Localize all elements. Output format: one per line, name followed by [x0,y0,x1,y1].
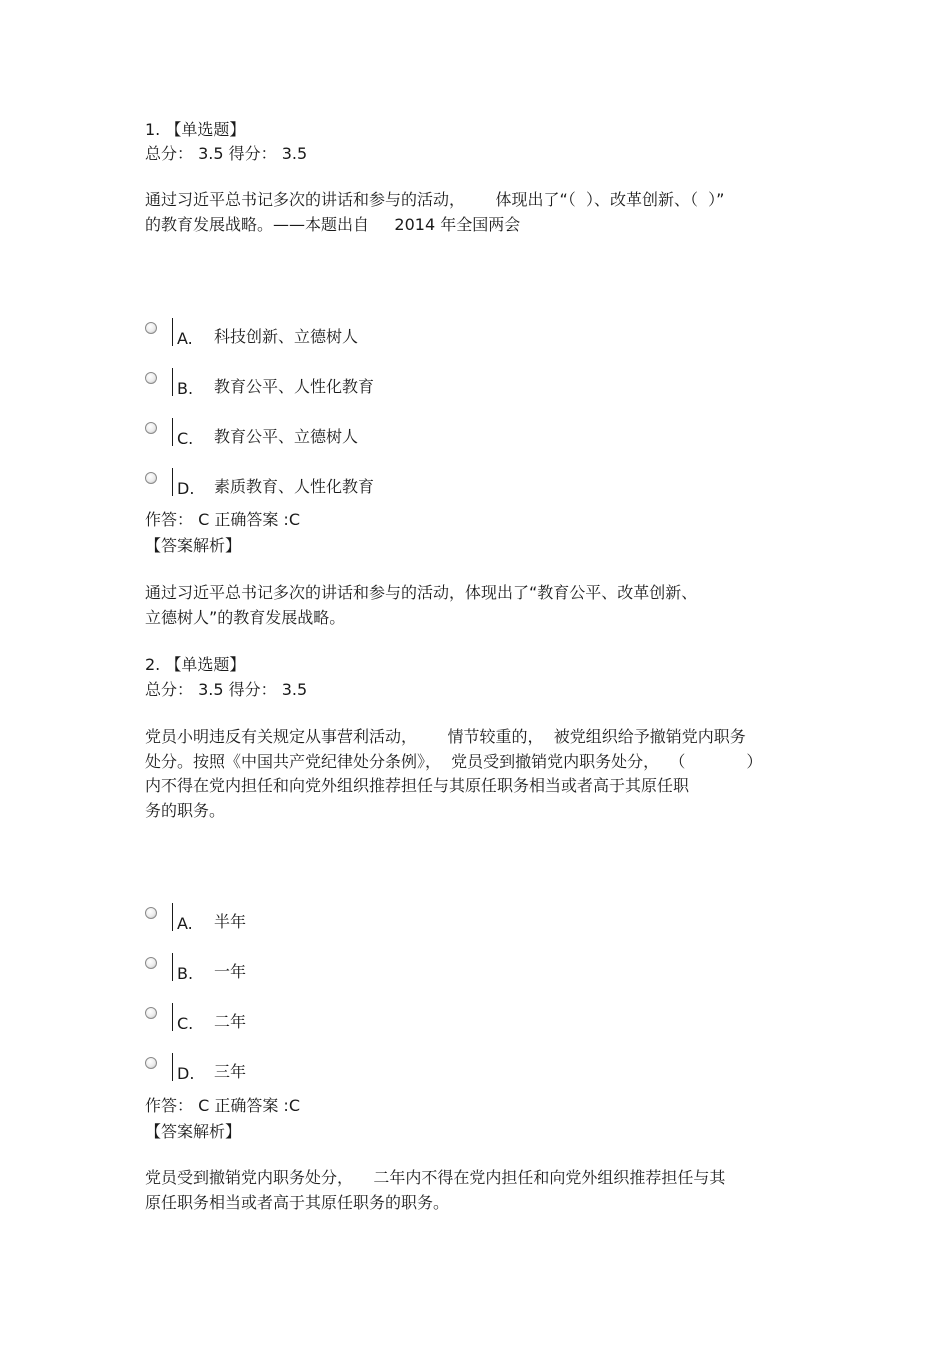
option-divider [172,368,173,396]
question-2-option-b[interactable] [145,953,545,985]
radio-icon[interactable] [145,422,157,434]
radio-icon[interactable] [145,1057,157,1069]
option-letter: B. [177,379,194,398]
question-1-answer: 作答： C 正确答案 :C [145,510,300,529]
question-2-analysis: 党员受到撤销党内职务处分， 二年内不得在党内担任和向党外组织推荐担任与其 原任职务相当或者高于其原任职务的职务。 [145,1168,726,1212]
option-divider [172,953,173,981]
question-2-option-a[interactable] [145,903,545,935]
radio-icon[interactable] [145,472,157,484]
question-2-option-d[interactable] [145,1053,545,1085]
question-1-stem: 通过习近平总书记多次的讲话和参与的活动， 体现出了“（ ）、改革创新、（ ）” 的教育发展战略。——本题出自 2014 年全国两会 [145,190,725,234]
question-1-option-c[interactable] [145,418,545,450]
radio-icon[interactable] [145,1007,157,1019]
question-2-answer: 作答： C 正确答案 :C [145,1096,300,1115]
option-text: 二年 [214,1012,247,1031]
option-letter: B. [177,964,194,983]
question-1-analysis-label: 【答案解析】 [145,536,242,555]
option-text: 教育公平、人性化教育 [214,377,375,396]
question-1-option-a[interactable] [145,318,545,350]
option-letter: D. [177,1064,195,1083]
option-letter: D. [177,479,195,498]
radio-icon[interactable] [145,957,157,969]
question-2-header: 2. 【单选题】 [145,655,246,674]
question-2-option-c[interactable] [145,1003,545,1035]
option-letter: A. [177,329,193,348]
option-letter: C. [177,429,194,448]
option-text: 科技创新、立德树人 [214,327,359,346]
option-divider [172,903,173,931]
question-2-stem: 党员小明违反有关规定从事营利活动， 情节较重的， 被党组织给予撤销党内职务 处分。按照《中国共产党纪律处分条例》， 党员受到撤销党内职务处分， （ ） 内不得在党内担任和向党外组织推荐担任与其原任职务相当或者高于其原任职 务的职务。 [145,727,763,820]
option-divider [172,418,173,446]
option-divider [172,1053,173,1081]
radio-icon[interactable] [145,322,157,334]
option-text: 半年 [214,912,247,931]
option-text: 素质教育、人性化教育 [214,477,375,496]
question-1-header: 1. 【单选题】 [145,120,246,139]
radio-icon[interactable] [145,907,157,919]
option-divider [172,318,173,346]
question-2-analysis-label: 【答案解析】 [145,1122,242,1141]
question-1-option-d[interactable] [145,468,545,500]
option-divider [172,468,173,496]
option-letter: C. [177,1014,194,1033]
question-1-score: 总分： 3.5 得分： 3.5 [145,144,308,163]
radio-icon[interactable] [145,372,157,384]
question-1-analysis: 通过习近平总书记多次的讲话和参与的活动，体现出了“教育公平、改革创新、 立德树人”的教育发展战略。 [145,583,698,627]
option-divider [172,1003,173,1031]
option-text: 三年 [214,1062,247,1081]
option-letter: A. [177,914,193,933]
question-2-score: 总分： 3.5 得分： 3.5 [145,680,308,699]
question-1-option-b[interactable] [145,368,545,400]
option-text: 一年 [214,962,247,981]
option-text: 教育公平、立德树人 [214,427,359,446]
